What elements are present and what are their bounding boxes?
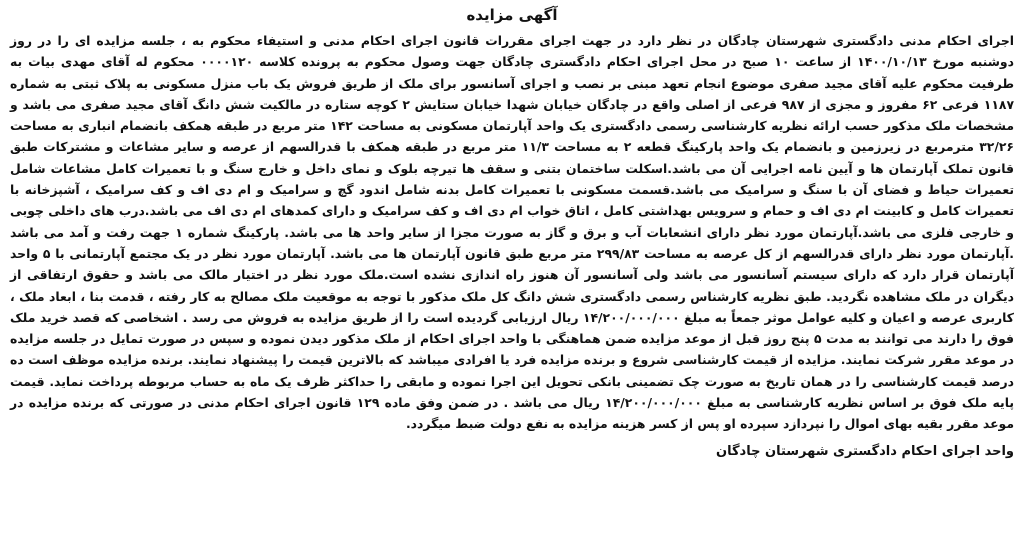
notice-signature: واحد اجرای احکام دادگستری شهرستان چادگان: [716, 443, 1014, 459]
notice-title: آگهی مزایده: [466, 6, 558, 24]
notice-body: اجرای احکام مدنی دادگستری شهرستان چادگان در نظر دارد در جهت اجرای مقررات قانون اجرای احکام مدنی و استیفاء محکوم به ، جلسه مزایده ای را در روز دوشنبه مورخ ۱۴۰۰/۱۰/۱۳ از ساعت ۱۰ صبح در محل اجرای احکام دادگستری چادگان جهت وصول محکوم به پرونده کلاسه ۰۰۰۰۱۲۰ محکوم له آقای مهدی بیات به طرفیت محکوم علیه آقای مجید صفری موضوع انجام تعهد مبنی بر نصب و اجرای آسانسور برای ملک از طریق فروش یک باب منزل مسکونی به پلاک ثبتی به شماره ۱۱۸۷ فرعی ۶۲ مفروز و مجزی از ۹۸۷ فرعی از اصلی واقع در چادگان خیابان شهدا خیابان ستایش ۲ کوچه ستاره در مالکیت شش دانگ آقای مجید صفری می باشد و مشخصات ملک مذکور حسب ارائه نظریه کارشناسی رسمی دادگستری یک واحد آپارتمان مسکونی به مساحت ۱۴۲ متر مربع در طبقه همکف بانضمام انباری به مساحت ۳۲/۲۶ مترمربع در زیرزمین و بانضمام یک واحد پارکینگ قطعه ۲ به مساحت ۱۱/۳ متر مربع در طبقه همکف با قدرالسهم از عرصه و سایر مشاعات و مشترکات طبق قانون تملک آپارتمان ها و آیین نامه اجرایی آن می باشد.اسکلت ساختمان بتنی و سقف ها تیرچه بلوک و نمای داخل و خارج سنگ و با تعمیرات کامل مشاعات شامل تعمیرات حیاط و فضای آن با سنگ و سرامیک می باشد.قسمت مسکونی با تعمیرات کامل بدنه شامل اندود گچ و سرامیک و ام دی اف و کف سرامیک ، آشپزخانه با تعمیرات کامل و کابینت ام دی اف و حمام و سرویس بهداشتی کامل ، اتاق خواب ام دی اف و کف سرامیک و دارای کمدهای ام دی اف می باشد.درب های داخلی چوبی و خارجی فلزی می باشد.آپارتمان مورد نظر دارای انشعابات آب و برق و گاز به صورت مجزا از سایر واحد ها می باشد. پارکینگ شماره ۱ جهت رفت و آمد می باشد .آپارتمان مورد نظر دارای قدرالسهم از کل عرصه به مساحت ۲۹۹/۸۳ متر مربع طبق قانون آپارتمان ها می باشد. آپارتمان مورد نظر در یک مجتمع آپارتمانی با ۵ واحد آپارتمان قرار دارد که دارای سیستم آسانسور می باشد ولی آسانسور آن هنوز راه اندازی نشده است.ملک مورد نظر در اختیار مالک می باشد و حقوق ارتفاقی از دیگران در ملک مشاهده نگردید. طبق نظریه کارشناس رسمی دادگستری شش دانگ کل ملک مذکور با توجه به موقعیت ملک مصالح به کار رفته ، قدمت بنا ، ابعاد ملک ، کاربری عرصه و اعیان و کلیه عوامل موثر جمعاً به مبلغ ۱۴/۲۰۰/۰۰۰/۰۰۰ ریال ارزیابی گردیده است را از طریق مزایده به فروش می رسد . اشخاصی که قصد خرید ملک فوق را دارند می توانند به مدت ۵ پنج روز قبل از موعد مزایده ضمن هماهنگی با واحد اجرای احکام از ملک مذکور دیدن نموده و سپس در صورت تمایل در جلسه مزایده در موعد مقرر شرکت نمایند. مزایده از قیمت کارشناسی شروع و برنده مزایده فرد یا افرادی میباشد که بالاترین قیمت را پیشنهاد نمایند. برنده مزایده موظف است ده درصد قیمت کارشناسی را در همان تاریخ به صورت چک تضمینی بانکی تحویل این اجرا نموده و مابقی را حداکثر ظرف یک ماه به حساب مربوطه پرداخت نماید. قیمت پایه ملک فوق بر اساس نظریه کارشناسی به مبلغ ۱۴/۲۰۰/۰۰۰/۰۰۰ ریال می باشد . در ضمن وفق ماده ۱۲۹ قانون اجرای احکام مدنی در صورتی که برنده مزایده در موعد مقرر بقیه بهای اموال را نپردازد سپرده او پس از کسر هزینه مزایده به نفع دولت ضبط میگردد.: [10, 33, 1015, 432]
